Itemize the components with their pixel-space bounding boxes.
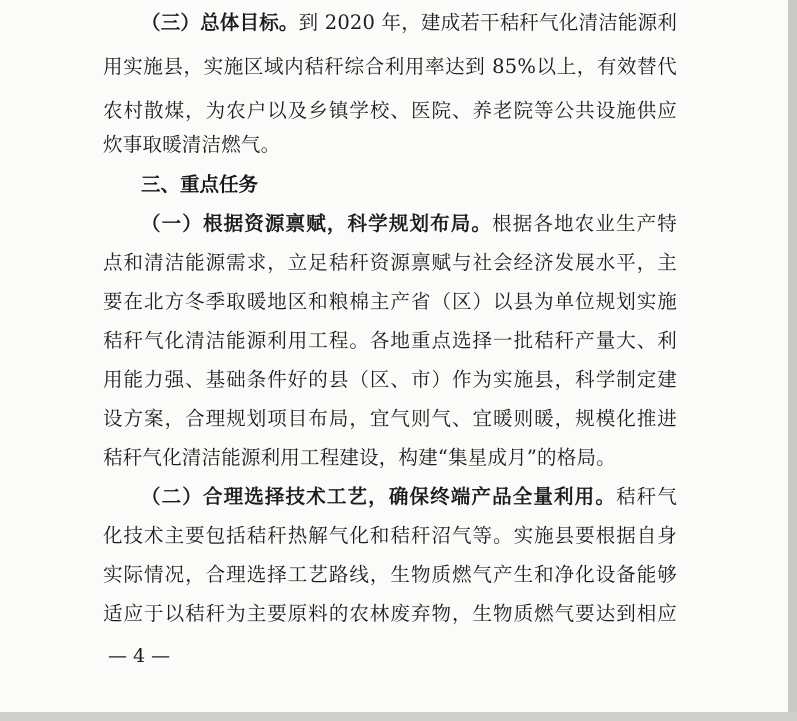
page-number: — 4 — bbox=[108, 645, 171, 667]
goal-line-2: 用实施县，实施区域内秸秆综合利用率达到 85%以上，有效替代 bbox=[103, 55, 677, 78]
section-heading-tasks: 三、重点任务 bbox=[141, 173, 259, 196]
scan-edge-right bbox=[788, 0, 797, 721]
task2-line-2: 化技术主要包括秸秆热解气化和秸秆沼气等。实施县要根据自身 bbox=[103, 524, 677, 547]
goal-line-1 bbox=[141, 12, 677, 34]
task1-line-7: 秸秆气化清洁能源利用工程建设，构建“集星成月”的格局。 bbox=[103, 446, 616, 469]
task2-line-3: 实际情况，合理选择工艺路线，生物质燃气产生和净化设备能够 bbox=[103, 563, 677, 586]
task1-line-4: 秸秆气化清洁能源利用工程。各地重点选择一批秸秆产量大、利 bbox=[103, 329, 677, 352]
task1-line-1 bbox=[141, 213, 677, 235]
goal-text-1: 到 2020 年，建成若干秸秆气化清洁能源利 bbox=[298, 11, 678, 34]
task1-line-3: 要在北方冬季取暖地区和粮棉主产省（区）以县为单位规划实施 bbox=[103, 290, 677, 313]
task1-line-2: 点和清洁能源需求，立足秸秆资源禀赋与社会经济发展水平，主 bbox=[103, 251, 677, 274]
goal-label: （三）总体目标。 bbox=[141, 11, 299, 34]
task1-line-6: 设方案，合理规划项目布局，宜气则气、宜暖则暖，规模化推进 bbox=[103, 407, 677, 430]
task1-text-1: 根据各地农业生产特 bbox=[492, 212, 677, 235]
task2-label: （二）合理选择技术工艺，确保终端产品全量利用。 bbox=[141, 485, 616, 508]
goal-line-3: 农村散煤，为农户以及乡镇学校、医院、养老院等公共设施供应 bbox=[103, 99, 677, 122]
task2-line-1 bbox=[141, 486, 677, 508]
task2-line-4: 适应于以秸秆为主要原料的农林废弃物，生物质燃气要达到相应 bbox=[103, 602, 677, 625]
scan-edge-bottom bbox=[0, 712, 797, 721]
task1-label: （一）根据资源禀赋，科学规划布局。 bbox=[141, 212, 493, 235]
task1-line-5: 用能力强、基础条件好的县（区、市）作为实施县，科学制定建 bbox=[103, 368, 677, 391]
goal-line-4: 炊事取暖清洁燃气。 bbox=[103, 133, 281, 156]
task2-text-1: 秸秆气 bbox=[615, 485, 677, 508]
